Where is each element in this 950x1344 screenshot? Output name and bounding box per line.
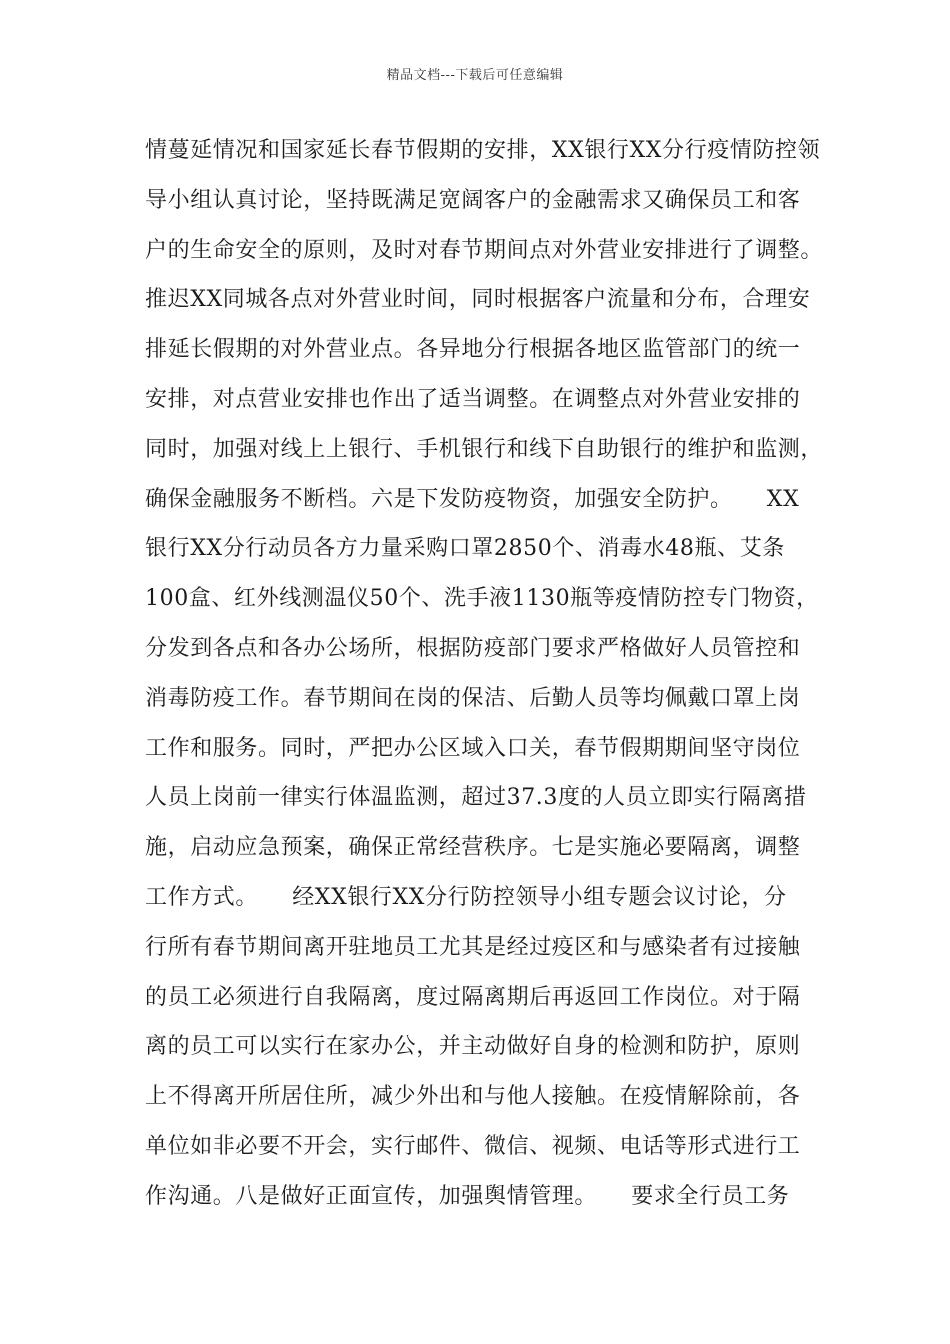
text-line: 户的生命安全的原则，及时对春节期间点对外营业安排进行了调整。 <box>145 237 824 263</box>
text-line: 排延长假期的对外营业点。各异地分行根据各地区监管部门的统一 <box>145 337 801 363</box>
text-line: 推迟XX同城各点对外营业时间，同时根据客户流量和分布，合理安 <box>145 287 811 313</box>
text-line: 消毒防疫工作。春节期间在岗的保洁、后勤人员等均佩戴口罩上岗 <box>145 685 801 711</box>
text-line: 上不得离开所居住所，减少外出和与他人接触。在疫情解除前，各 <box>145 1084 801 1110</box>
text-line: 单位如非必要不开会，实行邮件、微信、视频、电话等形式进行工 <box>145 1133 801 1159</box>
text-line: 分发到各点和各办公场所，根据防疫部门要求严格做好人员管控和 <box>145 635 801 661</box>
page-header: 精品文档---下载后可任意编辑 <box>386 68 564 83</box>
text-line: 离的员工可以实行在家办公，并主动做好自身的检测和防护，原则 <box>145 1034 801 1060</box>
text-line: 安排，对点营业安排也作出了适当调整。在调整点对外营业安排的 <box>145 386 801 412</box>
text-line: 工作和服务。同时，严把办公区域入口关，春节假期期间坚守岗位 <box>145 735 801 761</box>
text-line: 同时，加强对线上上银行、手机银行和线下自助银行的维护和监测， <box>145 436 824 462</box>
text-line: 工作方式。 经XX银行XX分行防控领导小组专题会议讨论，分 <box>145 884 787 910</box>
text-line: 银行XX分行动员各方力量采购口罩2850个、消毒水48瓶、艾条 <box>145 536 785 562</box>
text-line: 作沟通。八是做好正面宣传，加强舆情管理。 要求全行员工务 <box>145 1183 790 1209</box>
text-line: 施，启动应急预案，确保正常经营秩序。七是实施必要隔离，调整 <box>145 835 801 861</box>
text-line: 确保金融服务不断档。六是下发防疫物资，加强安全防护。 XX <box>145 486 800 512</box>
text-line: 的员工必须进行自我隔离，度过隔离期后再返回工作岗位。对于隔 <box>145 984 801 1010</box>
text-line: 导小组认真讨论，坚持既满足宽阔客户的金融需求又确保员工和客 <box>145 187 801 213</box>
text-line: 100盒、红外线测温仪50个、洗手液1130瓶等疫情防控专门物资， <box>145 586 819 612</box>
body-text <box>145 131 825 1227</box>
text-line: 人员上岗前一律实行体温监测，超过37.3度的人员立即实行隔离措 <box>145 785 807 811</box>
text-line: 情蔓延情况和国家延长春节假期的安排，XX银行XX分行疫情防控领 <box>145 138 821 163</box>
text-line: 行所有春节期间离开驻地员工尤其是经过疫区和与感染者有过接触 <box>145 934 801 960</box>
